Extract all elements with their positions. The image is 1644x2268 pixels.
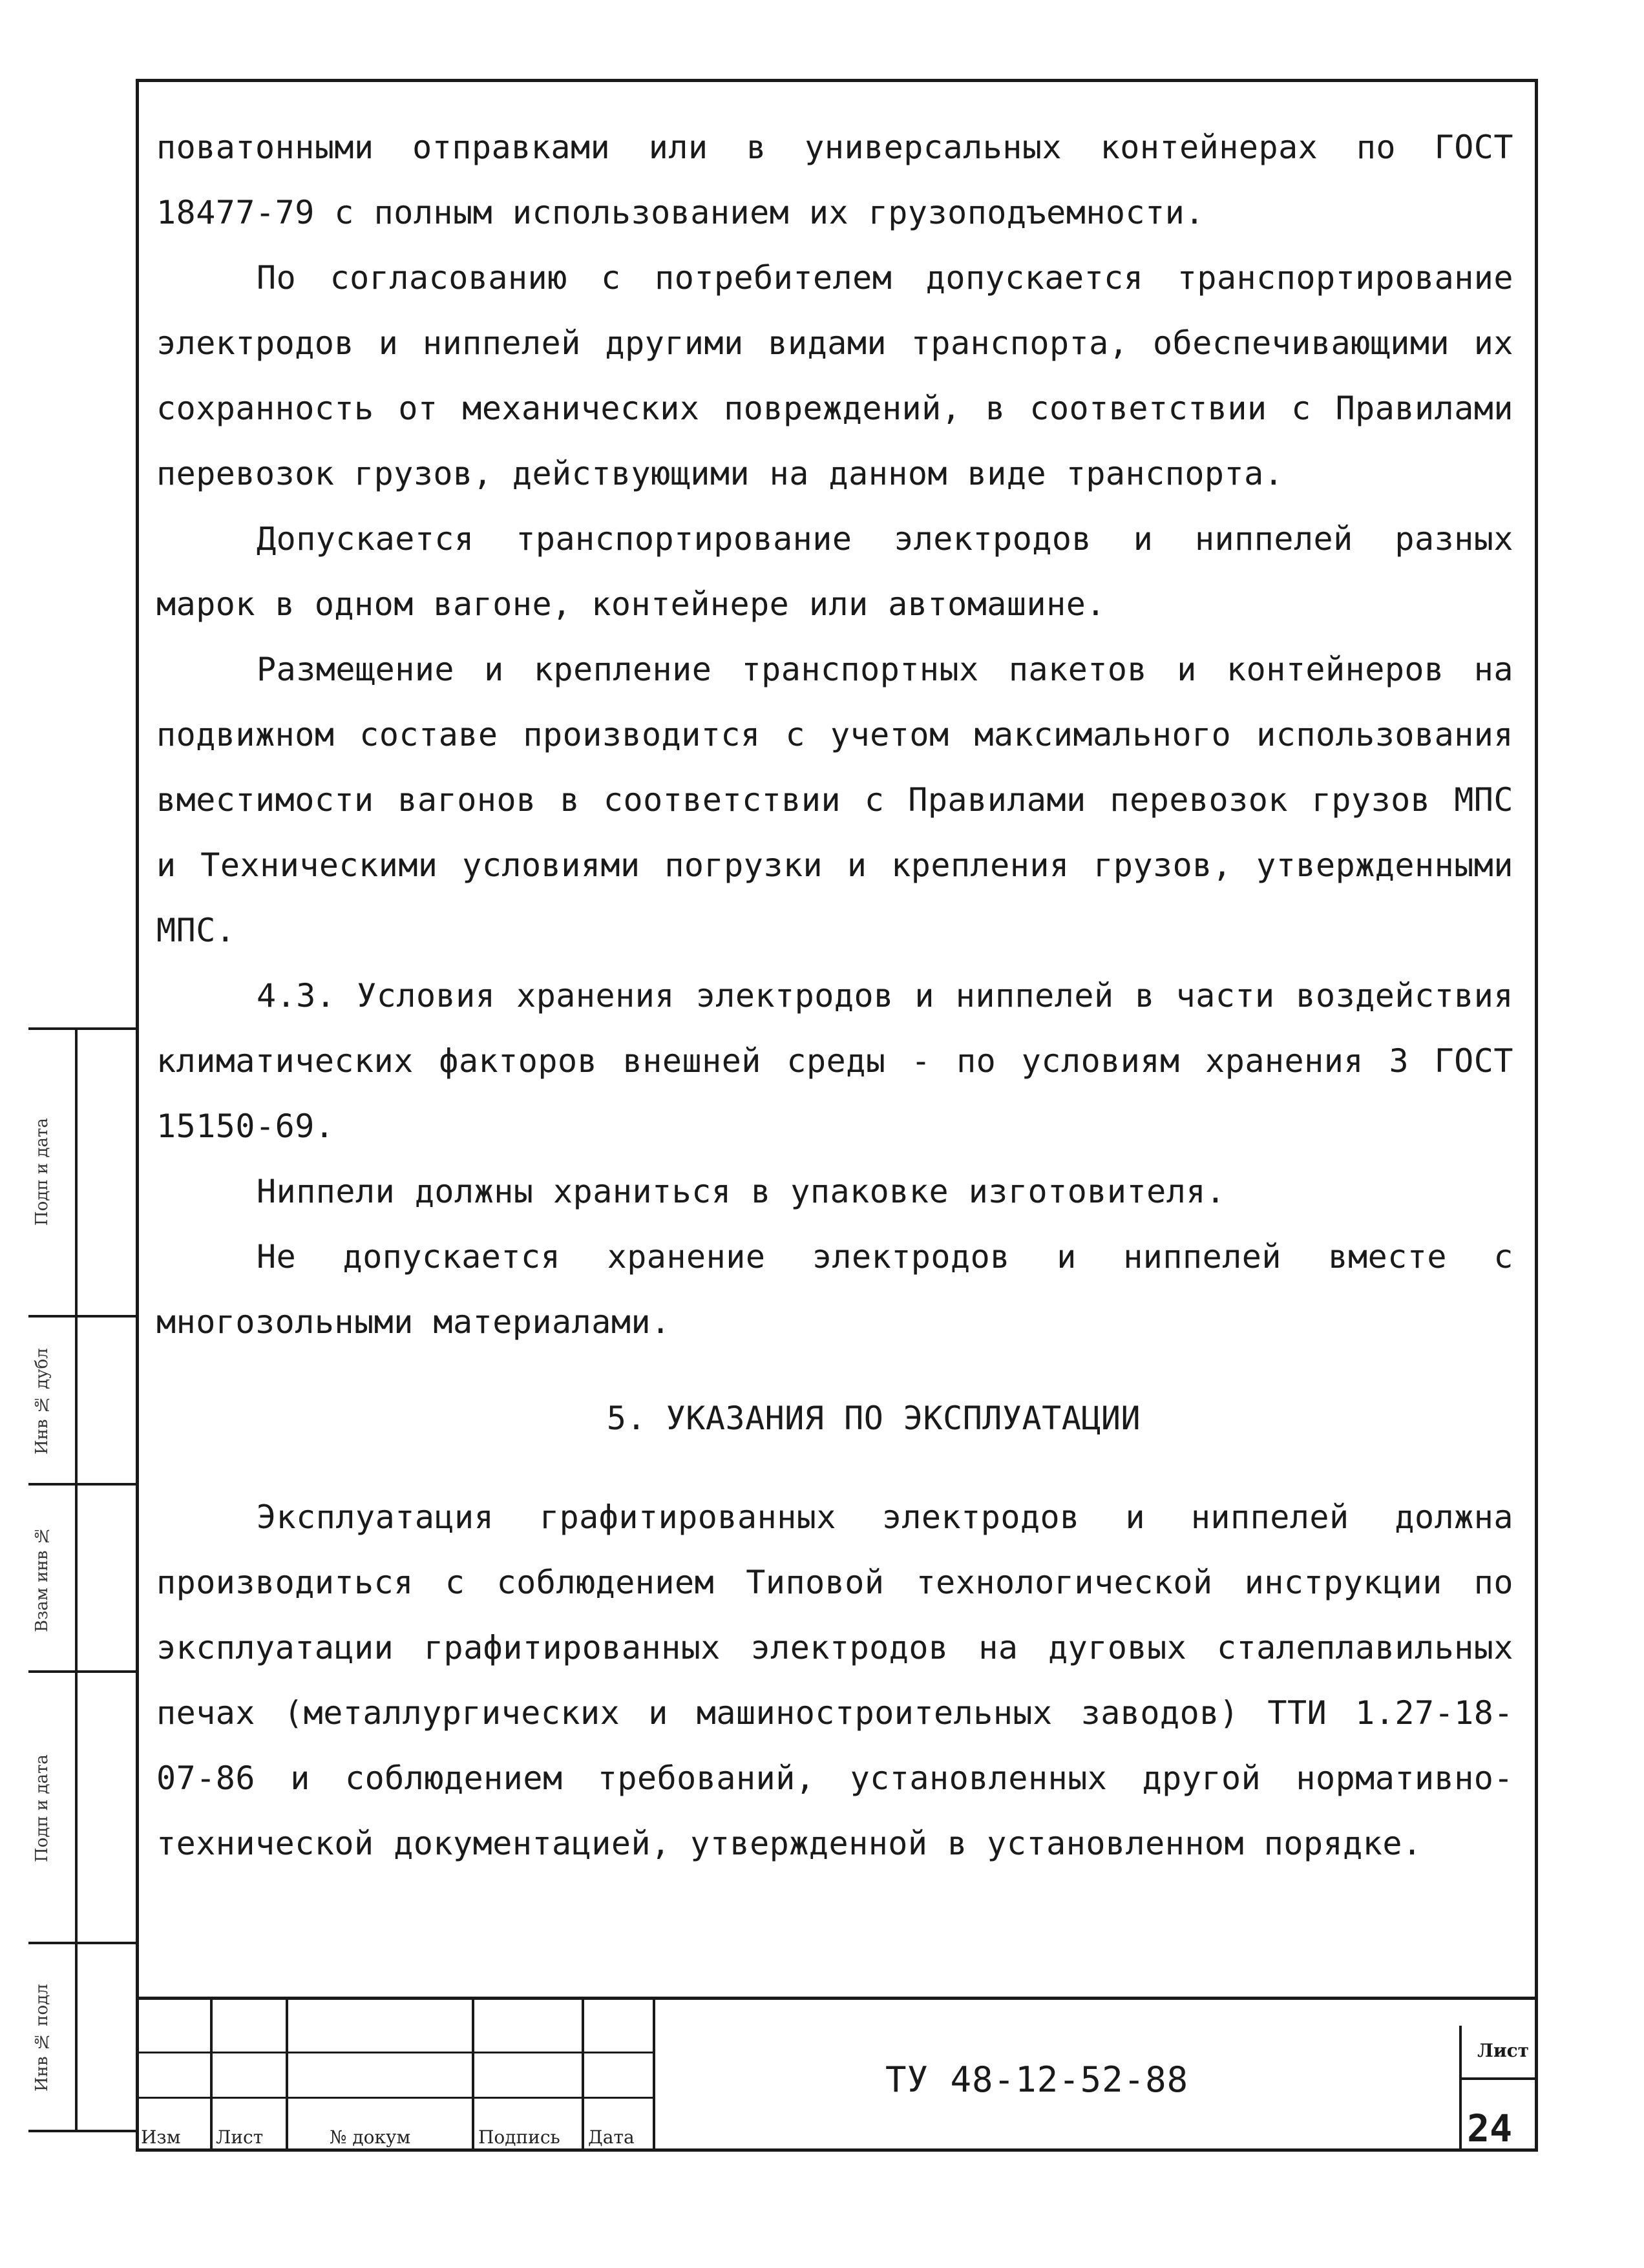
column-change-label: Изм — [141, 2126, 181, 2148]
tb-divider — [582, 2000, 584, 2152]
paragraph-5: 4.3. Условия хранения электродов и ниппелей в части воздействия климатических факторов внешней среды - по условиям хранения 3 ГОСТ 15150-69. — [156, 977, 1513, 1145]
strip-label: Подп и дата — [32, 1754, 52, 1863]
strip-cell-replaced-inv — [28, 1486, 137, 1673]
tb-row-line — [136, 2097, 653, 2099]
document-number: ТУ 48-12-52-88 — [885, 2059, 1189, 2100]
paragraph-4: Размещение и крепление транспортных пакетов и контейнеров на подвижном составе производится с учетом максимального использования вместимости вагонов в соответствии с Правилами перевозок грузов МПС и Техническими условиями погрузки и крепления грузов, утвержденными МПС. — [156, 651, 1513, 949]
strip-label: Подп и дата — [32, 1118, 52, 1226]
section-heading: 5. УКАЗАНИЯ ПО ЭКСПЛУАТАЦИИ — [606, 1400, 1141, 1437]
strip-cell-original-inv — [28, 1944, 137, 2132]
paragraph-1: поватонными отправками или в универсальных контейнерах по ГОСТ 18477-79 с полным использованием их грузоподъемности. — [156, 129, 1513, 231]
strip-label: Инв № подл — [32, 1984, 52, 2092]
tb-divider — [210, 2000, 213, 2152]
column-signature-label: Подпись — [478, 2126, 560, 2148]
tb-divider — [653, 2000, 655, 2152]
column-sheet-label: Лист — [216, 2126, 264, 2148]
strip-cell-signature-date-2 — [28, 1673, 137, 1944]
column-doc-label: № докум — [330, 2126, 411, 2148]
document-body — [156, 115, 1513, 1876]
sheet-box-divider — [1462, 2077, 1538, 2080]
strip-label: Инв № дубл — [32, 1348, 52, 1455]
paragraph-8: Эксплуатация графитированных электродов и ниппелей должна производиться с соблюдением Типовой технологической инструкции по эксплуатации графитированных электродов на дуговых сталеплавильных печах (металлургических и машиностроительных заводов) ТТИ 1.27-18-07-86 и соблюдением требований, установленных другой нормативно-технической документацией, утвержденной в установленном порядке. — [156, 1498, 1513, 1862]
paragraph-7: Не допускается хранение электродов и ниппелей вместе с многозольными материалами. — [156, 1238, 1513, 1341]
paragraph-2: По согласованию с потребителем допускается транспортирование электродов и ниппелей другими видами транспорта, обеспечивающими их сохранность от механических повреждений, в соответствии с Правилами перевозок грузов, действующими на данном виде транспорта. — [156, 259, 1513, 492]
tb-divider — [286, 2000, 288, 2152]
tb-row-line — [136, 2052, 653, 2053]
sheet-number: 24 — [1467, 2106, 1512, 2150]
title-block-bottom-line — [136, 2148, 1538, 2152]
title-block — [136, 1997, 1538, 2152]
tb-divider — [472, 2000, 474, 2152]
strip-cell-duplicate-inv — [28, 1318, 137, 1486]
paragraph-6: Ниппели должны храниться в упаковке изготовителя. — [257, 1173, 1226, 1210]
column-date-label: Дата — [588, 2126, 635, 2148]
paragraph-3: Допускается транспортирование электродов и ниппелей разных марок в одном вагоне, контейнере или автомашине. — [156, 520, 1513, 623]
sheet-label: Лист — [1477, 2040, 1529, 2061]
binding-margin-strip — [28, 1027, 137, 2132]
strip-cell-signature-date — [28, 1030, 137, 1318]
strip-label: Взам инв № — [32, 1526, 52, 1633]
